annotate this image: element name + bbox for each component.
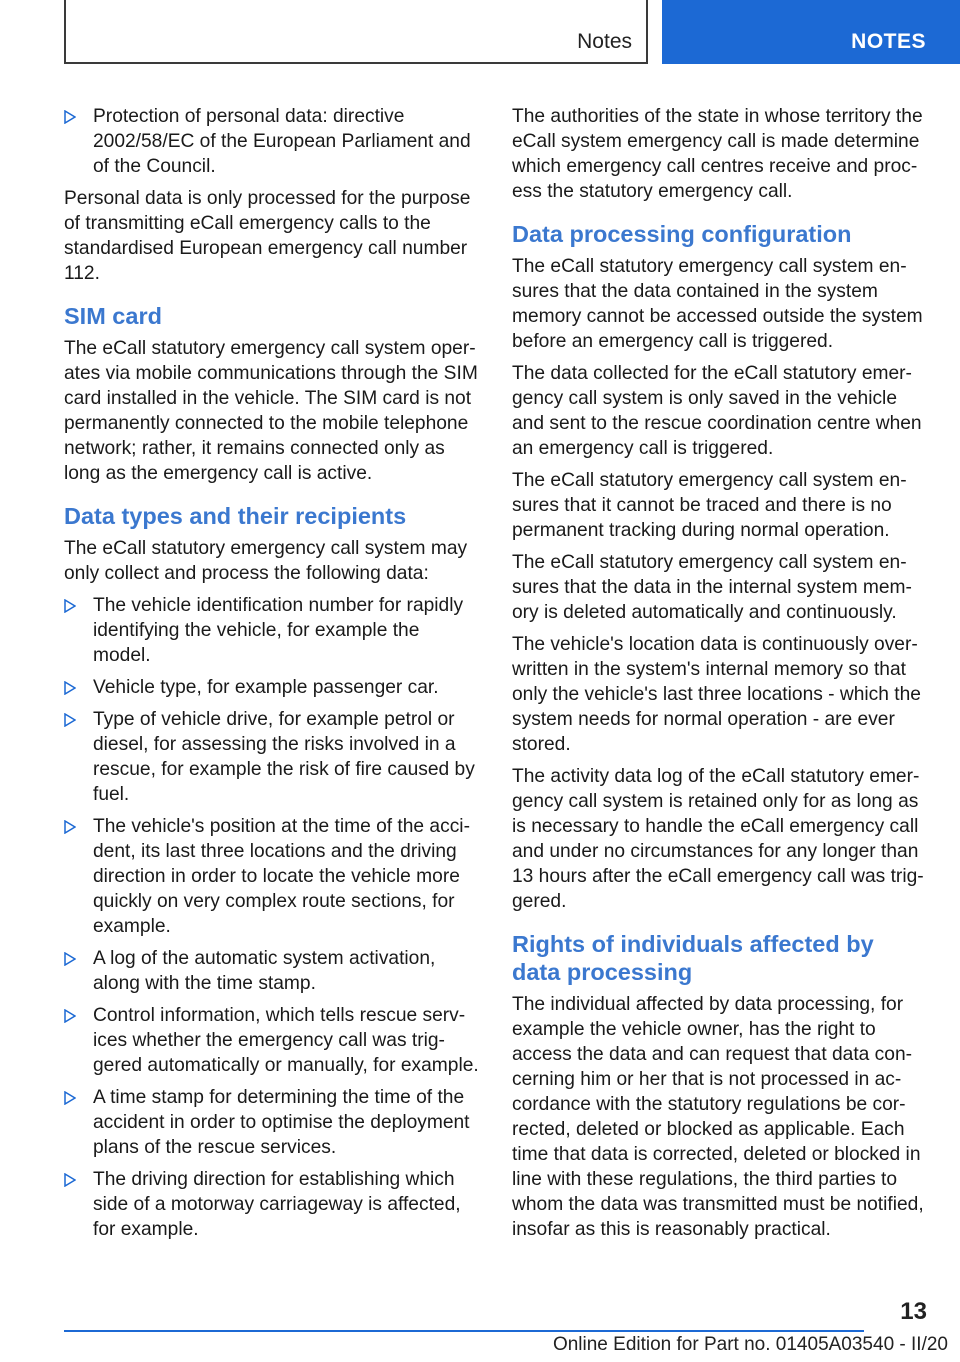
chapter-tab[interactable] [662, 0, 960, 64]
paragraph: The individual affected by data processing, for example the vehicle owner, has the right to access the data and can request that data concerning him or her that is not processed in accordance with the statutory regulations be corrected, deleted or blocked as applicable. Each time that data is corrected, deleted or blocked in line with these regulations, the third parties to whom the data was transmitted must be notified, insofar as this is reasonably practical. [512, 994, 924, 1240]
list-item [64, 1003, 480, 1078]
paragraph: Personal data is only processed for the purpose of transmitting eCall emergency calls to the standardised European emergency call number 112. [64, 188, 471, 284]
paragraph: The eCall statutory emergency call system ensures that it cannot be traced and there is no permanent tracking during normal operation. [512, 470, 907, 541]
paragraph: The eCall statutory emergency call system ensures that the data in the internal system memory is deleted automatically and continuously. [512, 552, 912, 623]
edition-note: Online Edition for Part no. 01405A03540 - II/20 [552, 1334, 948, 1355]
page-number: 13 [900, 1298, 927, 1325]
section-heading: Rights of individuals affected by data processing [512, 931, 874, 985]
right-column [512, 104, 928, 1249]
paragraph: The eCall statutory emergency call system ensures that the data contained in the system memory cannot be accessed outside the system before an emergency call is triggered. [512, 256, 923, 352]
list-item-text: A time stamp for determining the time of the accident in order to optimise the deployment plans of the rescue services. [93, 1087, 470, 1158]
list-item [64, 1167, 480, 1242]
paragraph: The vehicle's location data is continuously overwritten in the system's internal memory so that only the vehicle's last three locations - which the system needs for normal operation - are ever stored. [512, 634, 921, 755]
intro-list [64, 104, 480, 179]
left-column [64, 104, 480, 1249]
data-types-list [64, 593, 480, 1242]
footer-divider [64, 1330, 864, 1332]
list-item [64, 593, 480, 668]
list-item-text: Type of vehicle drive, for example petrol or diesel, for assessing the risks involved in a rescue, for example the risk of fire caused by fuel. [93, 709, 475, 805]
list-item [64, 707, 480, 807]
section-heading: SIM card [64, 303, 162, 329]
header-section-box [64, 0, 648, 64]
list-item-text: The vehicle's position at the time of the accident, its last three locations and the driving direction in order to locate the vehicle more quickly on very complex route sections, for example. [93, 816, 470, 937]
paragraph: The eCall statutory emergency call system operates via mobile communications through the SIM card installed in the vehicle. The SIM card is not permanently connected to the mobile telephone network; rather, it remains connected only as long as the emergency call is active. [64, 338, 478, 484]
section-heading: Data processing configuration [512, 221, 852, 247]
paragraph: The activity data log of the eCall statutory emergency call system is retained only for as long as is necessary to handle the eCall emergency call and under no circumstances for any longer than 13 hours after the eCall emergency call was triggered. [512, 766, 924, 912]
section-heading: Data types and their recipients [64, 503, 407, 529]
list-item-text: Control information, which tells rescue services whether the emergency call was triggered automatically or manually, for example. [93, 1005, 479, 1076]
list-item [64, 104, 480, 179]
list-item-text: The vehicle identification number for rapidly identifying the vehicle, for example the model. [93, 595, 464, 666]
list-item-text: A log of the automatic system activation, along with the time stamp. [93, 948, 436, 994]
section-title: Notes [577, 30, 632, 53]
list-item-text: Vehicle type, for example passenger car. [93, 677, 439, 698]
list-item [64, 675, 480, 700]
list-item-text: The driving direction for establishing which side of a motorway carriageway is affected, for example. [93, 1169, 461, 1240]
paragraph: The authorities of the state in whose territory the eCall system emergency call is made determine which emergency call centres receive and process the statutory emergency call. [512, 106, 923, 202]
paragraph: The data collected for the eCall statutory emergency call system is only saved in the vehicle and sent to the rescue coordination centre when an emergency call is triggered. [512, 363, 922, 459]
paragraph: The eCall statutory emergency call system may only collect and process the following data: [64, 538, 468, 584]
list-item [64, 946, 480, 996]
list-item-text: Protection of personal data: directive 2002/58/EC of the European Parliament and of the Council. [93, 106, 471, 177]
chapter-tab-label: NOTES [851, 30, 926, 53]
list-item [64, 1085, 480, 1160]
list-item [64, 814, 480, 939]
